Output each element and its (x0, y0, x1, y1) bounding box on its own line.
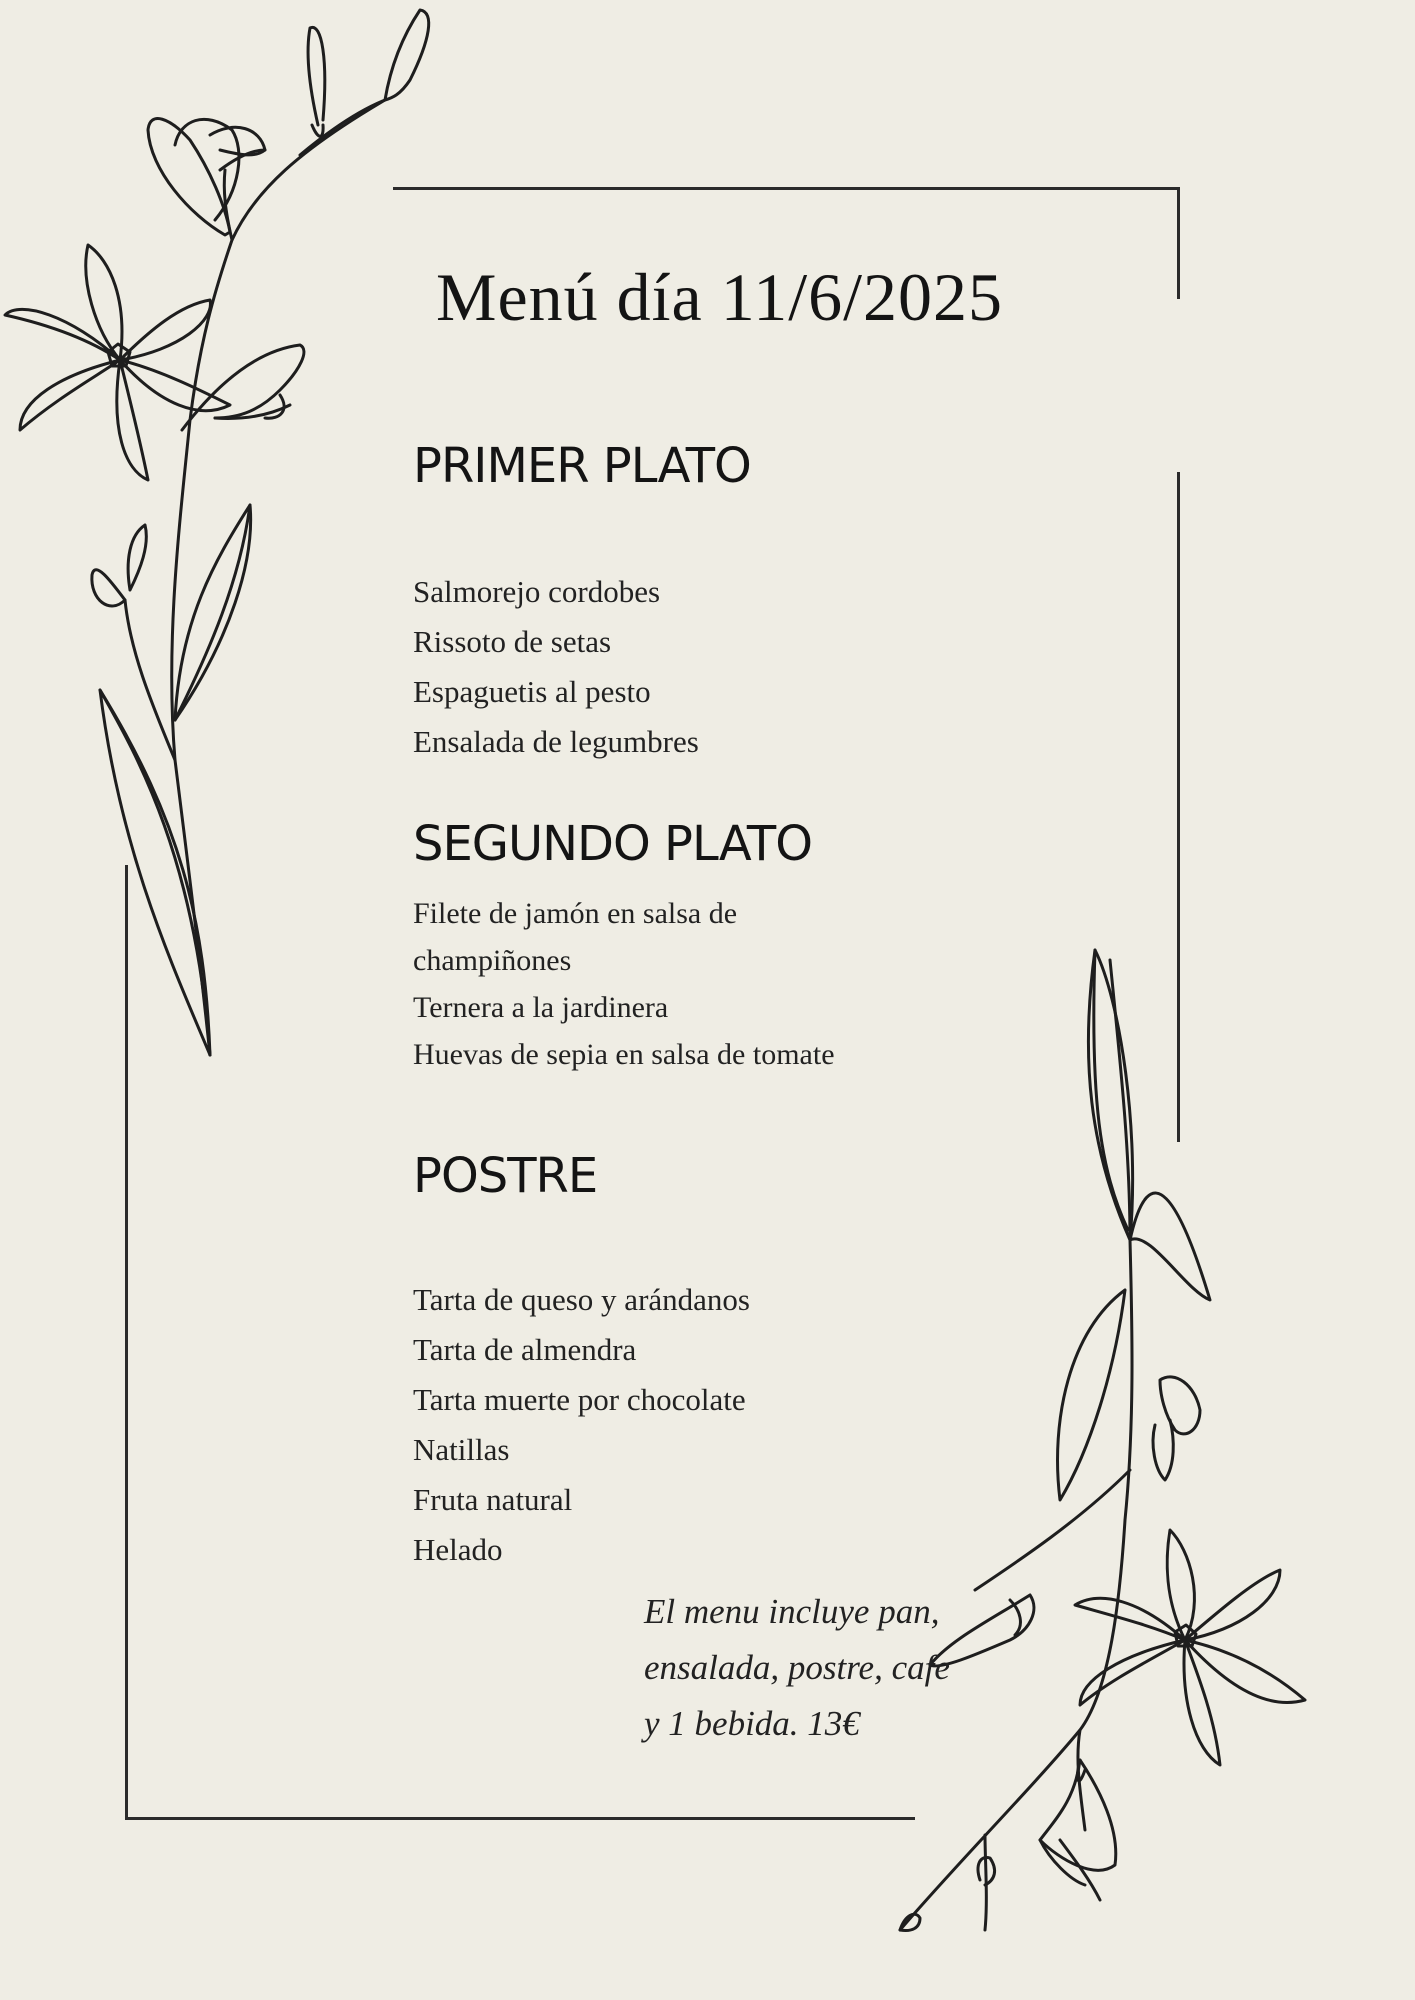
list-item: Salmorejo cordobes (413, 574, 661, 609)
segundo-plato-list (413, 890, 835, 1078)
floral-illustration-bottom-right (900, 950, 1305, 1931)
list-item: Tarta de almendra (413, 1332, 637, 1367)
floral-illustration-top-left (5, 10, 429, 1055)
menu-note: El menu incluye pan, ensalada, postre, cafe y 1 bebida. 13€ (644, 1592, 950, 1743)
primer-plato-list (413, 567, 699, 767)
postre-list (413, 1275, 750, 1575)
list-item: Helado (413, 1532, 503, 1567)
section-heading-segundo-plato: SEGUNDO PLATO (413, 816, 813, 872)
list-item: Filete de jamón en salsa de (413, 897, 738, 930)
list-item: Rissoto de setas (413, 624, 612, 659)
list-item: Fruta natural (413, 1482, 573, 1517)
list-item: Natillas (413, 1432, 510, 1467)
menu-title: Menú día 11/6/2025 (436, 259, 1003, 335)
list-item: Ensalada de legumbres (413, 724, 699, 759)
list-item: Ternera a la jardinera (413, 991, 669, 1024)
list-item: Huevas de sepia en salsa de tomate (413, 1038, 835, 1071)
section-heading-primer-plato: PRIMER PLATO (413, 438, 751, 494)
list-item: champiñones (413, 944, 572, 977)
list-item: Espaguetis al pesto (413, 674, 651, 709)
section-heading-postre: POSTRE (413, 1148, 598, 1204)
list-item: Tarta de queso y arándanos (413, 1282, 750, 1317)
list-item: Tarta muerte por chocolate (413, 1382, 746, 1417)
